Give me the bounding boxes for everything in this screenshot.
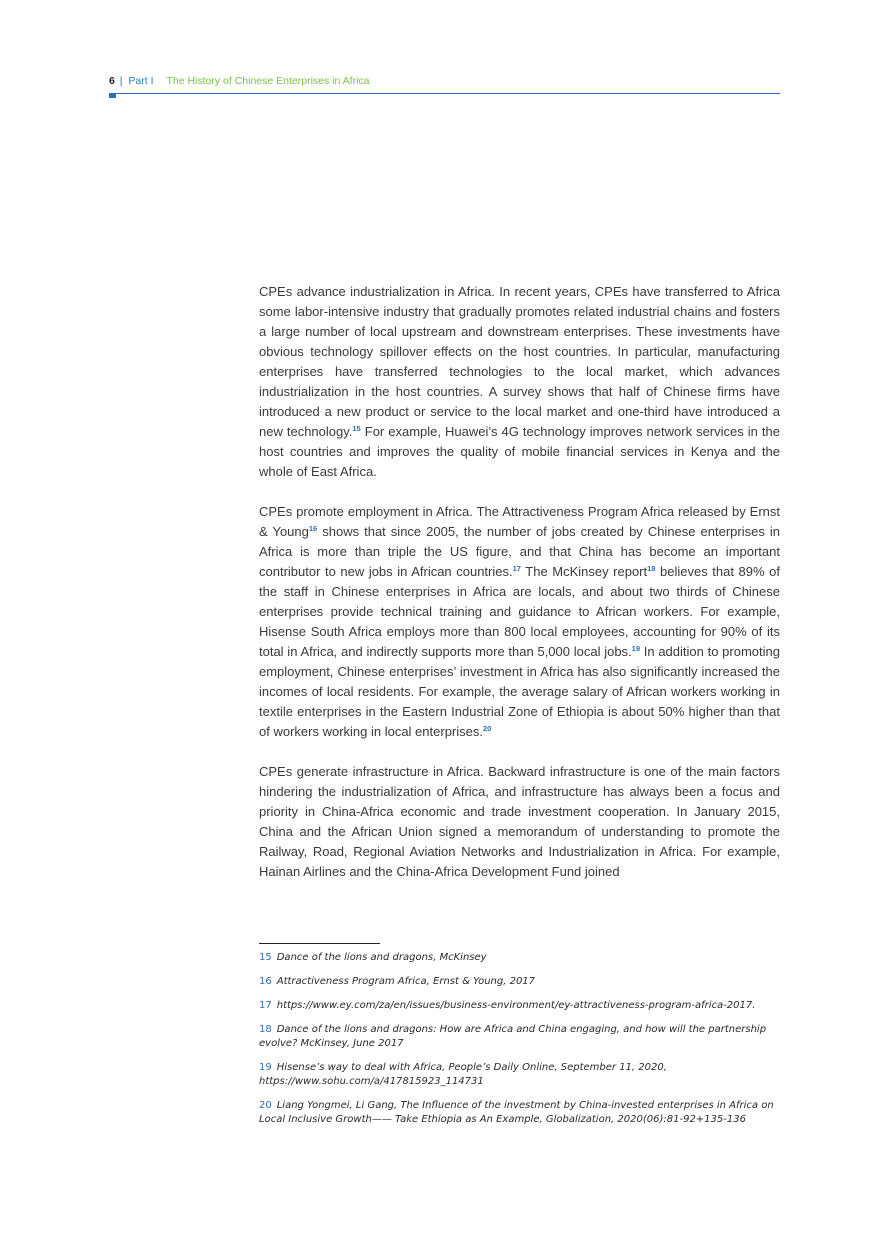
header-accent-mark bbox=[109, 93, 116, 98]
paragraph-text: In addition to promoting employment, Chinese enterprises’ investment in Africa has also significantly increased the incomes of local residents. For example, the average salary of African workers working in textile enterprises in the Eastern Industrial Zone of Ethiopia is about 50% higher than that of workers working in local enterprises. bbox=[259, 644, 780, 739]
paragraph-employment bbox=[259, 502, 780, 742]
footnote-ref[interactable]: 15 bbox=[352, 424, 361, 433]
paragraph-infrastructure: CPEs generate infrastructure in Africa. Backward infrastructure is one of the main factors hindering the industrialization of Africa, and infrastructure has always been a focus and priority in China-Africa economic and trade investment cooperation. In January 2015, China and the African Union signed a memorandum of understanding to promote the Railway, Road, Regional Aviation Networks and Industrialization in Africa. For example, Hainan Airlines and the China-Africa Development Fund joined bbox=[259, 764, 780, 879]
footnote-text: Dance of the lions and dragons, McKinsey bbox=[276, 952, 487, 963]
paragraph-text: For example, Huawei’s 4G technology improves network services in the host countries and improves the quality of mobile financial services in Kenya and the whole of East Africa. bbox=[259, 424, 780, 479]
footnote-separator bbox=[259, 943, 380, 944]
footnote-item bbox=[259, 999, 780, 1013]
paragraph-text: CPEs promote employment in Africa. The Attractiveness Program Africa released by Ernst & Young bbox=[259, 504, 780, 539]
header-chapter-title: The History of Chinese Enterprises in Africa bbox=[166, 75, 370, 87]
header-rule bbox=[109, 93, 780, 94]
body-text bbox=[259, 282, 780, 882]
paragraph-text: believes that 89% of the staff in Chinese enterprises in Africa are locals, and about two thirds of Chinese enterprises provide technical training and guidance to African workers. For example, Hisense South Africa employs more than 800 local employees, accounting for 90% of its total in Africa, and indirectly supports more than 5,000 local jobs. bbox=[259, 564, 780, 659]
footnote-number: 16 bbox=[259, 976, 272, 987]
running-header bbox=[109, 74, 780, 88]
footnote-ref[interactable]: 19 bbox=[631, 644, 641, 653]
footnote-text: Liang Yongmei, Li Gang, The Influence of the investment by China-invested enterprises in Africa on Local Inclusive Growth—— Take Ethiopia as An Example, Globalization, 2020(06):81-92+135-136 bbox=[259, 1100, 774, 1125]
footnote-number: 18 bbox=[259, 1024, 272, 1035]
footnote-number: 20 bbox=[259, 1100, 272, 1111]
footnote-text[interactable]: Hisense’s way to deal with Africa, People’s Daily Online, September 11, 2020, https://www.sohu.com/a/417815923_114731 bbox=[259, 1062, 667, 1087]
footnote-ref[interactable]: 18 bbox=[647, 564, 656, 573]
footnote-ref[interactable]: 17 bbox=[512, 564, 521, 573]
footnote-item bbox=[259, 1099, 780, 1127]
footnote-ref[interactable]: 16 bbox=[308, 524, 318, 533]
footnote-number: 19 bbox=[259, 1062, 272, 1073]
footnote-item bbox=[259, 1061, 780, 1089]
header-part-label: Part I bbox=[128, 75, 154, 87]
footnotes bbox=[259, 951, 780, 1137]
header-separator: | bbox=[119, 75, 123, 87]
footnote-text: Dance of the lions and dragons: How are Africa and China engaging, and how will the partnership evolve? McKinsey, June 2017 bbox=[259, 1024, 767, 1049]
footnote-item bbox=[259, 975, 780, 989]
footnote-number: 15 bbox=[259, 952, 272, 963]
footnote-text: Attractiveness Program Africa, Ernst & Young, 2017 bbox=[276, 976, 536, 987]
page-number: 6 bbox=[109, 75, 115, 87]
paragraph-text: shows that since 2005, the number of jobs created by Chinese enterprises in Africa is more than triple the US figure, and that China has become an important contributor to new jobs in African countries. bbox=[259, 524, 780, 579]
footnote-ref[interactable]: 20 bbox=[482, 724, 492, 733]
footnote-number: 17 bbox=[259, 1000, 272, 1011]
footnote-item bbox=[259, 951, 780, 965]
footnote-item bbox=[259, 1023, 780, 1051]
paragraph-text: CPEs advance industrialization in Africa. In recent years, CPEs have transferred to Africa some labor-intensive industry that gradually promotes related industrial chains and fosters a large number of local upstream and downstream enterprises. These investments have obvious technology spillover effects on the host countries. In particular, manufacturing enterprises have transferred technologies to the local market, which advances industrialization in the host countries. A survey shows that half of Chinese firms have introduced a new product or service to the local market and one-third have introduced a new technology. bbox=[259, 284, 780, 439]
paragraph-text: The McKinsey report bbox=[520, 564, 648, 579]
footnote-link[interactable]: https://www.ey.com/za/en/issues/business-environment/ey-attractiveness-program-africa-2017. bbox=[276, 1000, 756, 1011]
paragraph-industrialization bbox=[259, 282, 780, 482]
